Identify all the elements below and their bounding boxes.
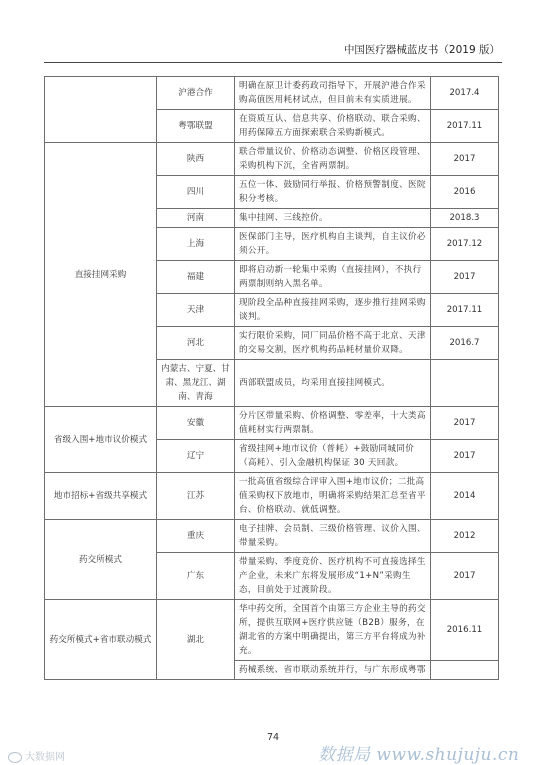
province-cell: 江苏 — [157, 473, 235, 520]
year-cell: 2017 — [431, 407, 499, 440]
province-cell: 福建 — [157, 261, 235, 294]
description-cell: 现阶段全品种直接挂网采购，逐步推行挂网采购谈判。 — [235, 294, 431, 327]
table-row — [45, 143, 499, 176]
description-cell: 医保部门主导，医疗机构自主谈判，自主议价必须公开。 — [235, 228, 431, 261]
description-cell: 带量采购、季度竞价、医疗机构不可直接选择生产企业，未来广东将发展形成“1+N”采购生态，目前处于过渡阶段。 — [235, 553, 431, 600]
watermark-right: 数据局 www.shujuju.cn — [318, 745, 520, 765]
description-cell: 华中药交所，全国首个由第三方企业主导的药交所，提供互联网+医疗供应链（B2B）服务，在湖北省的方案中明确提出，第三方平台将成为补充。 — [235, 600, 431, 661]
province-cell: 广东 — [157, 553, 235, 600]
year-cell: 2016 — [431, 176, 499, 209]
year-cell: 2017.11 — [431, 110, 499, 143]
book-title: 中国医疗器械蓝皮书（2019 版） — [343, 44, 500, 56]
description-cell: 在资质互认、信息共享、价格联动、联合采购、用药保障五方面探索联合采购新模式。 — [235, 110, 431, 143]
year-cell: 2017 — [431, 440, 499, 473]
province-cell: 沪港合作 — [157, 77, 235, 110]
province-cell: 辽宁 — [157, 440, 235, 473]
year-cell — [431, 360, 499, 407]
province-cell: 安徽 — [157, 407, 235, 440]
description-cell: 实行限价采购，同厂同品价格不高于北京、天津的交易交割，医疗机构药品耗材量价双降。 — [235, 327, 431, 360]
province-cell: 四川 — [157, 176, 235, 209]
province-cell: 陕西 — [157, 143, 235, 176]
year-cell: 2017 — [431, 143, 499, 176]
province-cell: 上海 — [157, 228, 235, 261]
description-cell: 集中挂网、三线控价。 — [235, 209, 431, 228]
year-cell: 2017 — [431, 553, 499, 600]
province-cell: 河南 — [157, 209, 235, 228]
model-cell: 地市招标+省级共享模式 — [45, 473, 157, 520]
description-cell: 明确在原卫计委药政司指导下，开展沪港合作采购高值医用耗材试点，但目前未有实质进展。 — [235, 77, 431, 110]
description-cell: 即将启动新一轮集中采购（直接挂网），不执行两票制则纳入黑名单。 — [235, 261, 431, 294]
table-row — [45, 520, 499, 553]
header-rule — [44, 62, 502, 63]
description-cell: 五位一体、鼓励同行举报、价格预警制度、医院积分考核。 — [235, 176, 431, 209]
province-cell: 重庆 — [157, 520, 235, 553]
year-cell: 2017.12 — [431, 228, 499, 261]
watermark-left-text: 大数据网 — [25, 752, 65, 763]
table-row — [45, 473, 499, 520]
description-cell: 一批高值省级综合评审入围+地市议价；二批高值采购权下放地市，明确将采购结果汇总至省平台、价格联动、就低调整。 — [235, 473, 431, 520]
description-cell: 电子挂牌、会员制、三级价格管理、议价入围、带量采购。 — [235, 520, 431, 553]
year-cell: 2016.11 — [431, 600, 499, 661]
table-row — [45, 407, 499, 440]
province-cell: 湖北 — [157, 600, 235, 680]
page-number: 74 — [266, 732, 280, 743]
province-cell: 河北 — [157, 327, 235, 360]
table-row — [45, 600, 499, 661]
description-cell: 联合带量议价、价格动态调整、价格区段管理、采购机构下沉，全省两票制。 — [235, 143, 431, 176]
description-cell: 分片区带量采购、价格调整、零差率，十大类高值耗材实行两票制。 — [235, 407, 431, 440]
year-cell: 2014 — [431, 473, 499, 520]
eye-logo-icon — [8, 752, 22, 763]
year-cell: 2017.4 — [431, 77, 499, 110]
model-cell: 药交所模式 — [45, 520, 157, 600]
year-cell: 2018.3 — [431, 209, 499, 228]
model-cell — [45, 77, 157, 143]
model-cell: 直接挂网采购 — [45, 143, 157, 407]
year-cell: 2017 — [431, 261, 499, 294]
procurement-model-table — [44, 76, 499, 680]
year-cell: 2012 — [431, 520, 499, 553]
province-cell: 粤鄂联盟 — [157, 110, 235, 143]
model-cell: 省级入围+地市议价模式 — [45, 407, 157, 473]
year-cell — [431, 661, 499, 680]
description-cell: 省级挂网+地市议价（普耗）+鼓励同城同价（高耗）、引入金融机构保证 30 天回款。 — [235, 440, 431, 473]
province-cell: 内蒙古、宁夏、甘肃、黑龙江、湖南、青海 — [157, 360, 235, 407]
description-cell: 西部联盟成员，均采用直接挂网模式。 — [235, 360, 431, 407]
description-cell: 药械系统、省市联动系统并行，与广东形成粤鄂 — [235, 661, 431, 680]
year-cell: 2017.11 — [431, 294, 499, 327]
table-row — [45, 77, 499, 110]
year-cell: 2016.7 — [431, 327, 499, 360]
province-cell: 天津 — [157, 294, 235, 327]
watermark-left — [8, 748, 65, 763]
model-cell: 药交所模式+省市联动模式 — [45, 600, 157, 680]
